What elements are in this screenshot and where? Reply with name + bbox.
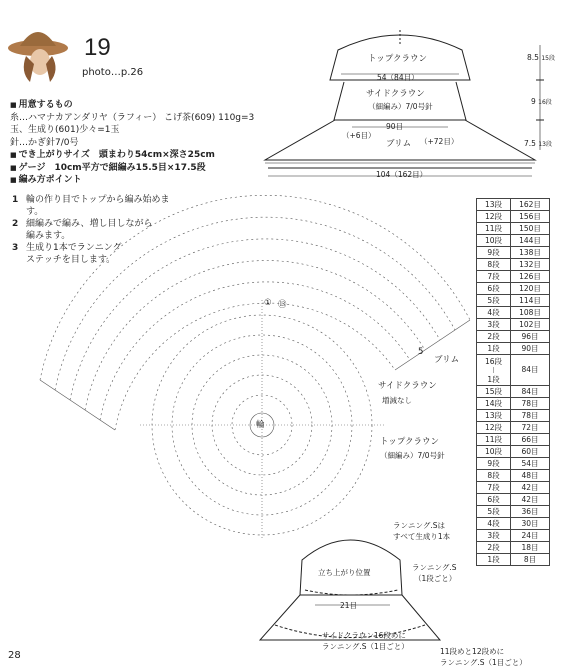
label-running1: ランニング.Sは bbox=[393, 521, 445, 530]
row-count: 11段 bbox=[477, 434, 511, 446]
stitch-count: 24目 bbox=[511, 530, 550, 542]
step-text: 生成り1本でランニング bbox=[26, 243, 122, 253]
row-count: 6段 bbox=[477, 494, 511, 506]
chart-round-13: ⑬ bbox=[278, 300, 287, 310]
label-top-width: 54（84目） bbox=[377, 73, 419, 82]
step-number: 3 bbox=[12, 243, 19, 253]
row-count: 8段 bbox=[477, 470, 511, 482]
chart-round-1: ① bbox=[264, 298, 272, 308]
label-21: 21目 bbox=[340, 601, 358, 610]
step-text: ステッチを目します。 bbox=[26, 255, 116, 265]
chart-label-top-sub: （細編み）7/0号針 bbox=[380, 451, 445, 460]
page-number: 28 bbox=[8, 650, 21, 661]
stitch-count-table bbox=[476, 198, 550, 566]
label-side-crown: サイドクラウン bbox=[366, 89, 425, 99]
step-item bbox=[12, 230, 172, 242]
table-row bbox=[477, 506, 550, 518]
hat-photo bbox=[8, 32, 68, 82]
label-top-crown: トップクラウン bbox=[368, 54, 427, 64]
table-row bbox=[477, 554, 550, 566]
stitch-count: 42目 bbox=[511, 494, 550, 506]
stitch-count: 72目 bbox=[511, 422, 550, 434]
table-row bbox=[477, 422, 550, 434]
row-count: 12段 bbox=[477, 422, 511, 434]
chart-label-top: トップクラウン bbox=[380, 437, 439, 447]
table-row bbox=[477, 542, 550, 554]
row-count: 3段 bbox=[477, 319, 511, 331]
table-row bbox=[477, 199, 550, 211]
stitch-count: 30目 bbox=[511, 518, 550, 530]
materials-line: ■ ゲージ 10cm平方で細編み15.5目×17.5段 bbox=[10, 162, 260, 175]
row-count: 9段 bbox=[477, 458, 511, 470]
table-row bbox=[477, 319, 550, 331]
row-count: 13段 bbox=[477, 199, 511, 211]
stitch-count: 120目 bbox=[511, 283, 550, 295]
row-count: 1段 bbox=[477, 343, 511, 355]
table-row bbox=[477, 247, 550, 259]
table-row bbox=[477, 283, 550, 295]
row-count: 15段 bbox=[477, 386, 511, 398]
stitch-count: 132目 bbox=[511, 259, 550, 271]
stitch-count: 78目 bbox=[511, 410, 550, 422]
row-count: 5段 bbox=[477, 295, 511, 307]
stitch-count: 60目 bbox=[511, 446, 550, 458]
table-row bbox=[477, 355, 550, 386]
stitch-count: 126目 bbox=[511, 271, 550, 283]
row-count: 7段 bbox=[477, 482, 511, 494]
table-row bbox=[477, 494, 550, 506]
table-row bbox=[477, 211, 550, 223]
stitch-count: 42目 bbox=[511, 482, 550, 494]
step-text: 編みます。 bbox=[26, 231, 71, 241]
table-row bbox=[477, 518, 550, 530]
row-count: 10段 bbox=[477, 446, 511, 458]
stitch-count: 102目 bbox=[511, 319, 550, 331]
chart-round-5: 5 bbox=[418, 347, 424, 357]
materials-section bbox=[10, 99, 260, 187]
stitch-count: 108目 bbox=[511, 307, 550, 319]
hat-schematic-bottom bbox=[260, 540, 440, 640]
step-item bbox=[12, 242, 172, 254]
stitch-count: 96目 bbox=[511, 331, 550, 343]
materials-line: ■ 用意するもの bbox=[10, 99, 260, 112]
row-count: 9段 bbox=[477, 247, 511, 259]
table-row bbox=[477, 530, 550, 542]
pattern-number: 19 bbox=[84, 34, 111, 61]
row-count: 13段 bbox=[477, 410, 511, 422]
row-count: 8段 bbox=[477, 259, 511, 271]
table-row bbox=[477, 223, 550, 235]
stitch-count: 8目 bbox=[511, 554, 550, 566]
table-row bbox=[477, 434, 550, 446]
table-row bbox=[477, 446, 550, 458]
stitch-count: 18目 bbox=[511, 542, 550, 554]
label-plus6: （+6目） bbox=[342, 131, 376, 140]
steps-section bbox=[12, 194, 172, 266]
table-row bbox=[477, 295, 550, 307]
step-number bbox=[12, 230, 26, 242]
step-item bbox=[12, 218, 172, 230]
materials-line: 針…かぎ針7/0号 bbox=[10, 137, 79, 148]
label-brim: ブリム bbox=[386, 139, 412, 149]
step-text: 輪の作り目でトップから編み始めます。 bbox=[26, 195, 170, 217]
stitch-count: 48目 bbox=[511, 470, 550, 482]
step-number: 2 bbox=[12, 219, 19, 229]
stitch-count: 78目 bbox=[511, 398, 550, 410]
row-count: 12段 bbox=[477, 211, 511, 223]
chart-label-brim: ブリム bbox=[434, 355, 460, 365]
row-count: 11段 bbox=[477, 223, 511, 235]
row-count: 5段 bbox=[477, 506, 511, 518]
stitch-count: 156目 bbox=[511, 211, 550, 223]
table-row bbox=[477, 307, 550, 319]
dim2: 9 16段 bbox=[531, 97, 552, 106]
label-bottom-width: 104（162目） bbox=[376, 170, 428, 179]
table-row bbox=[477, 331, 550, 343]
table-row bbox=[477, 398, 550, 410]
table-row bbox=[477, 458, 550, 470]
label-plus72: （+72目） bbox=[420, 137, 459, 146]
materials-line: ■ でき上がりサイズ 頭まわり54cm×深さ25cm bbox=[10, 149, 260, 162]
stitch-count: 66目 bbox=[511, 434, 550, 446]
row-count: 4段 bbox=[477, 307, 511, 319]
table-row bbox=[477, 343, 550, 355]
materials-line: ■ 編み方ポイント bbox=[10, 174, 260, 187]
table-row bbox=[477, 410, 550, 422]
step-item bbox=[12, 194, 172, 218]
step-number bbox=[12, 254, 26, 266]
row-count: 7段 bbox=[477, 271, 511, 283]
stitch-count: 84目 bbox=[511, 386, 550, 398]
label-brim-note2: ランニング.S（1目ごと） bbox=[440, 658, 527, 667]
label-brim-note: 11段めと12段めに bbox=[440, 647, 505, 656]
row-count: 10段 bbox=[477, 235, 511, 247]
table-row bbox=[477, 259, 550, 271]
stitch-count: 54目 bbox=[511, 458, 550, 470]
table-row bbox=[477, 482, 550, 494]
stitch-count: 84目 bbox=[511, 355, 550, 386]
materials-line: 玉、生成り(601)少々=1玉 bbox=[10, 125, 120, 135]
row-count: 16段 ⁝ 1段 bbox=[477, 355, 511, 386]
stitch-count: 150目 bbox=[511, 223, 550, 235]
row-count: 6段 bbox=[477, 283, 511, 295]
step-number: 1 bbox=[12, 195, 19, 205]
row-count: 1段 bbox=[477, 554, 511, 566]
chart-center: 輪 bbox=[256, 420, 265, 430]
table-row bbox=[477, 386, 550, 398]
photo-reference: photo…p.26 bbox=[82, 67, 144, 78]
label-running2b: （1段ごと） bbox=[414, 574, 457, 583]
step-item bbox=[12, 254, 172, 266]
row-count: 3段 bbox=[477, 530, 511, 542]
table-row bbox=[477, 271, 550, 283]
label-brim-width: 90目 bbox=[386, 122, 404, 131]
dim1: 8.5 15段 bbox=[527, 53, 555, 62]
table-row bbox=[477, 235, 550, 247]
stitch-count: 36目 bbox=[511, 506, 550, 518]
label-side-note2: ランニング.S（1目ごと） bbox=[322, 642, 409, 651]
label-start: 立ち上がり位置 bbox=[318, 568, 371, 577]
row-count: 2段 bbox=[477, 542, 511, 554]
label-side-crown-sub: （細編み）7/0号針 bbox=[368, 102, 433, 111]
stitch-count: 162目 bbox=[511, 199, 550, 211]
label-running2: ランニング.S bbox=[412, 563, 457, 572]
label-side-note: サイドクラウン16段めに bbox=[322, 631, 406, 640]
stitch-count: 138目 bbox=[511, 247, 550, 259]
stitch-count: 144目 bbox=[511, 235, 550, 247]
chart-label-side-sub: 増減なし bbox=[382, 396, 412, 405]
chart-label-side: サイドクラウン bbox=[378, 381, 437, 391]
table-row bbox=[477, 470, 550, 482]
label-running1b: すべて生成り1本 bbox=[393, 532, 451, 541]
step-text: 細編みで編み、増し目しながら bbox=[26, 219, 153, 229]
row-count: 14段 bbox=[477, 398, 511, 410]
materials-line: 糸…ハマナカアンダリヤ（ラフィー） こげ茶(609) 110g=3 bbox=[10, 112, 255, 123]
row-count: 4段 bbox=[477, 518, 511, 530]
stitch-count: 90目 bbox=[511, 343, 550, 355]
stitch-count: 114目 bbox=[511, 295, 550, 307]
dim3: 7.5 13段 bbox=[524, 139, 552, 148]
row-count: 2段 bbox=[477, 331, 511, 343]
